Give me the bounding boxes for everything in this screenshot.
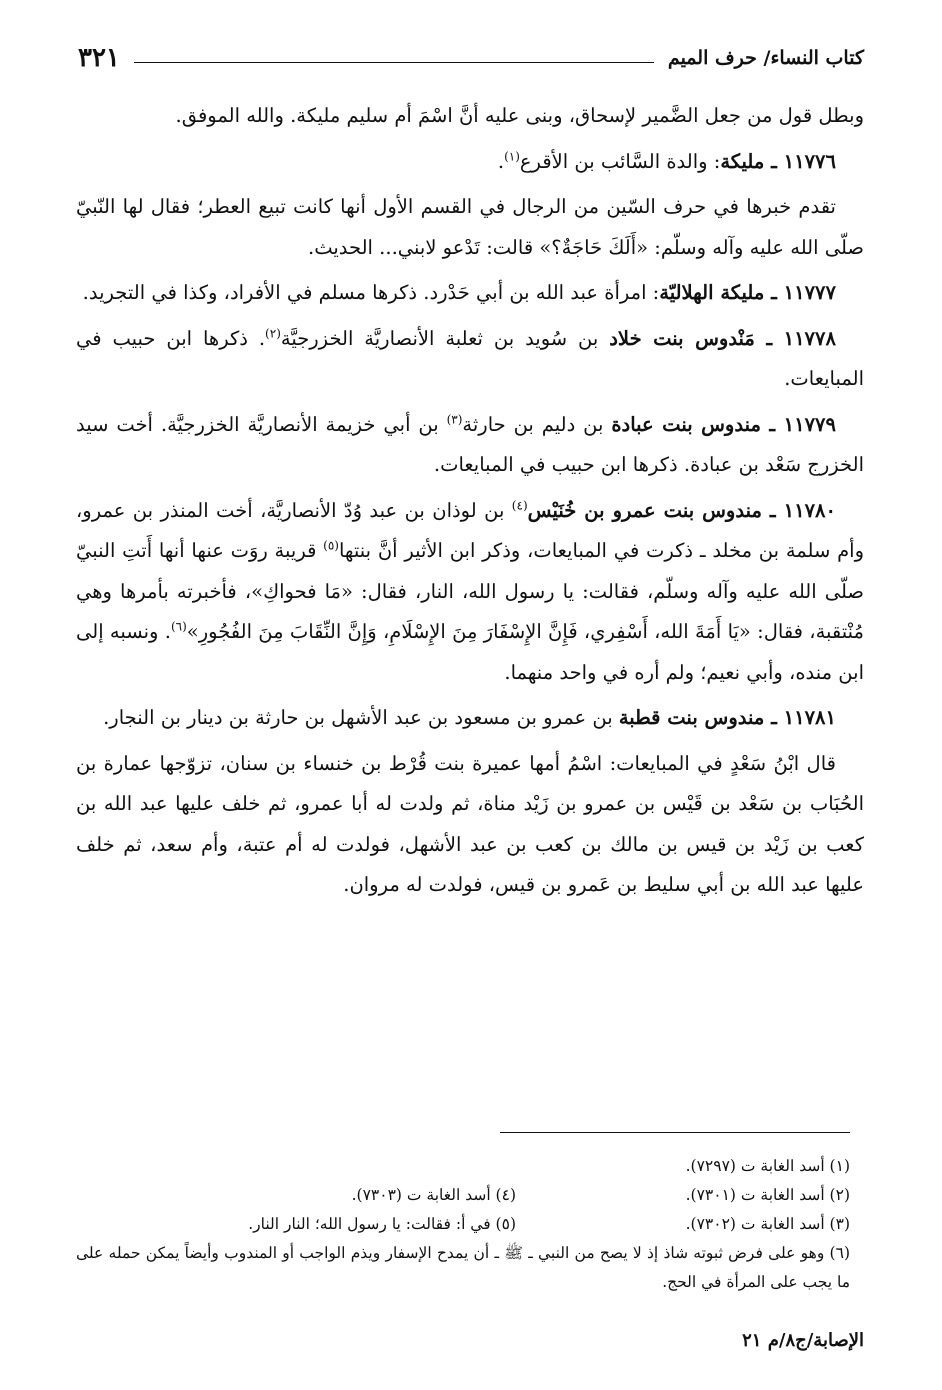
footnote-separator bbox=[500, 1132, 850, 1133]
entry-text: : والدة السَّائب بن الأقرع bbox=[519, 149, 721, 173]
footnote-3: (٣) أسد الغابة ت (٧٣٠٢). bbox=[685, 1215, 850, 1233]
footnote-ref: (٢) bbox=[265, 326, 281, 340]
entry-title: ١١٧٨٠ ـ مندوس بنت عمرو بن خُنَيْس bbox=[527, 498, 837, 522]
footnote-ref: (٥) bbox=[323, 538, 339, 553]
entry-text-end: بن أبي خزيمة الأنصاريَّة الخزرجيَّة. أخت سيد الخزرج سَعْد بن عبادة. ذكرها ابن حبيب في المبايعات. bbox=[76, 412, 864, 476]
footnote-1: (١) أسد الغابة ت (٧٢٩٧). bbox=[685, 1157, 850, 1175]
entry-title: ١١٧٨١ ـ مندوس بنت قطبة bbox=[618, 706, 836, 729]
entry-text-end: . ونسبه إلى ابن منده، وأبي نعيم؛ ولم أره في واحد منهما. bbox=[76, 620, 864, 684]
entry-text-end: . ذكرها ابن حبيب في المبايعات. bbox=[76, 326, 864, 390]
entry-title: ١١٧٧٩ ـ مندوس بنت عبادة bbox=[611, 412, 836, 436]
entry-11777 bbox=[76, 273, 864, 314]
entry-11778 bbox=[76, 319, 864, 400]
signature-mark: الإصابة/ج٨/م ٢١ bbox=[742, 1330, 864, 1351]
entry-text: بن سُويد بن ثعلبة الأنصاريَّة الخزرجيَّة bbox=[280, 326, 610, 350]
body-text bbox=[76, 96, 864, 911]
footnote-5: (٥) في أ: فقالت: يا رسول الله؛ النار النار. bbox=[248, 1215, 516, 1233]
footnote-6: (٦) وهو على فرض ثبوته شاذ إذ لا يصح من النبي ـ ﷺ ـ أن يمدح الإسفار ويذم الواجب أو المندوب وأيضاً يمكن حمله على ما يجب على المرأة في الحج. bbox=[76, 1244, 850, 1291]
header-rule bbox=[134, 62, 654, 63]
entry-11776 bbox=[76, 142, 864, 183]
footnote-row bbox=[76, 1210, 864, 1239]
paragraph-11781-detail: قال ابْنُ سَعْدٍ في المبايعات: اسْمُ أمها عميرة بنت قُرْط بن خنساء بن سنان، تزوّجها عمارة بن الحُبَاب بن سَعْد بن قَيْس بن عمرو بن زَيْد مناة، ثم ولدت له أبا عمرو، ثم خلف عليها عبد الله بن كعب بن زَيْد بن قيس بن مالك بن كعب بن عبد الأشهل، فولدت له أم عتبة، وأم سعد، ثم خلف عليها عبد الله بن أبي سليط بن عَمرو بن قيس، فولدت له مروان. bbox=[76, 751, 864, 896]
entry-text: بن عمرو بن مسعود بن عبد الأشهل بن حارثة بن دينار بن النجار. bbox=[103, 706, 619, 729]
paragraph-intro: وبطل قول من جعل الضَّمير لإسحاق، وبنى عليه أنَّ اسْمَ أم سليم مليكة. والله الموفق. bbox=[175, 104, 864, 127]
running-title: كتاب النساء/ حرف الميم bbox=[667, 47, 864, 69]
entry-text: : امرأة عبد الله بن أبي حَدْرد. ذكرها مسلم في الأفراد، وكذا في التجريد. bbox=[82, 281, 660, 304]
footnote-ref: (٣) bbox=[446, 412, 463, 426]
footnote-4: (٤) أسد الغابة ت (٧٣٠٣). bbox=[351, 1186, 516, 1204]
entry-text: قريبة روَت عنها أنها أَتتِ النبيّ صلّى الله عليه وآله وسلّم، فقالت: يا رسول الله، النار، فقال: «مَا فحواكِ»، فأخبرته بأمرها وهي مُنْتقبة، فقال: «يَا أَمَةَ الله، أَسْفِري، فَإِنَّ الإِسْفَارَ مِنَ الإِسْلَامِ، وَإِنَّ النِّقَابَ مِنَ الفُجُورِ» bbox=[76, 539, 864, 643]
page-number: ٣٢١ bbox=[78, 43, 120, 73]
entry-11781 bbox=[76, 698, 864, 739]
paragraph-11776-detail: تقدم خبرها في حرف السّين من الرجال في القسم الأول أنها كانت تبيع العطر؛ فقال لها النّبيّ صلّى الله عليه وآله وسلّم: «أَلَكَ حَاجَةٌ؟» قالت: تَدْعو لابني... الحديث. bbox=[76, 195, 864, 259]
entry-11779 bbox=[76, 405, 864, 486]
footnote-row bbox=[76, 1181, 864, 1210]
page-header bbox=[78, 38, 864, 78]
entry-text: بن دليم بن حارثة bbox=[462, 412, 612, 436]
footnote-ref: (٤) bbox=[511, 498, 528, 512]
entry-title: ١١٧٧٨ ـ مَنْدوس بنت خلاد bbox=[609, 326, 836, 350]
entry-text-end: . bbox=[497, 149, 505, 173]
footnote-row bbox=[76, 1152, 864, 1181]
footnotes bbox=[76, 1152, 864, 1297]
footnote-ref: (١) bbox=[504, 149, 520, 163]
entry-text: بن لوذان بن عبد وُدّ الأنصاريَّة، أخت المنذر بن عمرو، وأم سلمة بن مخلد ـ ذكرت في المبايعات، وذكر ابن الأثير أنَّ بنتها bbox=[76, 498, 864, 562]
entry-11780 bbox=[76, 491, 864, 694]
footnote-2: (٢) أسد الغابة ت (٧٣٠١). bbox=[685, 1186, 850, 1204]
entry-title: ١١٧٧٧ ـ مليكة الهلاليّة bbox=[659, 281, 836, 304]
entry-title: ١١٧٧٦ ـ مليكة bbox=[720, 149, 836, 173]
footnote-ref: (٦) bbox=[170, 619, 187, 634]
